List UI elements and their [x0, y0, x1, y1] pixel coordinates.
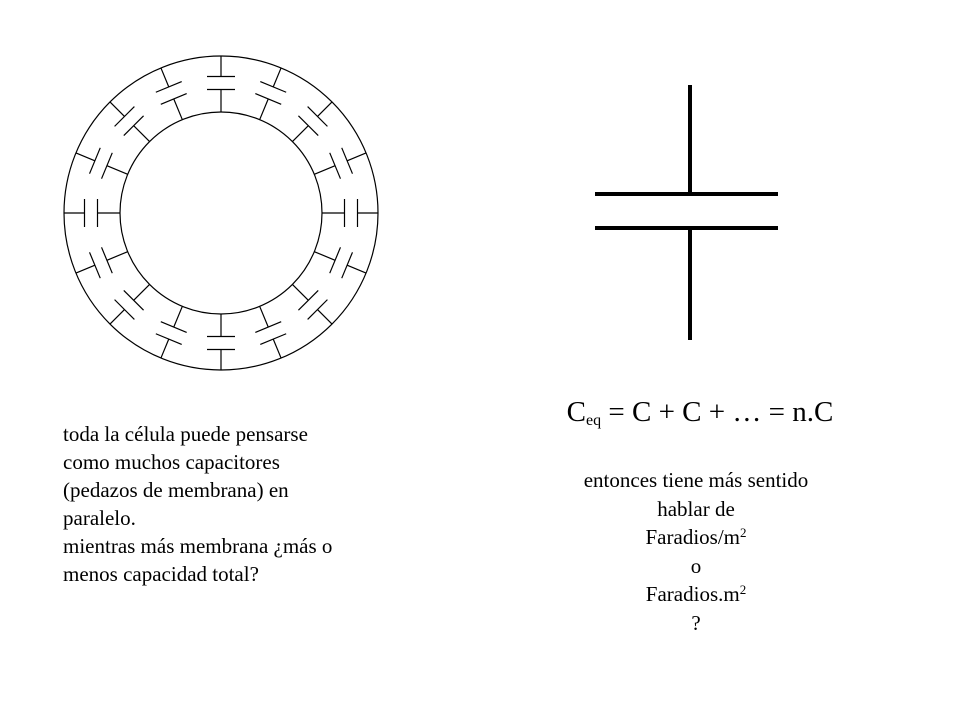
ring-capacitor-plate	[260, 82, 286, 93]
left-text-line: paralelo.	[63, 506, 136, 530]
equivalent-capacitance-formula	[520, 396, 880, 430]
ring-capacitor-lead	[347, 153, 366, 161]
ring-capacitor-plate	[156, 334, 182, 345]
unit-2-base: Faradios.m	[645, 582, 740, 606]
left-text-line: como muchos capacitores	[63, 450, 280, 474]
left-text-line: (pedazos de membrana) en	[63, 478, 289, 502]
ring-capacitors	[64, 56, 378, 370]
unit-option-2	[536, 580, 856, 609]
ring-capacitor-lead	[292, 126, 308, 142]
ring-capacitor-lead	[161, 339, 169, 358]
ring-capacitor-lead	[76, 265, 95, 273]
ring-capacitor-plate	[342, 148, 353, 174]
cell-capacitors-explanation	[63, 420, 443, 588]
connector-word: o	[690, 553, 702, 578]
membrane-ring-diagram	[0, 0, 460, 400]
ring-capacitor-lead	[76, 153, 95, 161]
unit-2-exponent: 2	[739, 582, 747, 597]
left-text-line: mientras más membrana ¿más o	[63, 534, 333, 558]
ring-capacitor-lead	[260, 306, 269, 327]
unit-1-exponent: 2	[740, 525, 747, 540]
ring-capacitor-lead	[347, 265, 366, 273]
ring-capacitor-plate	[161, 94, 187, 105]
ring-capacitor-plate	[161, 322, 187, 333]
right-text-line-2: hablar de	[657, 496, 735, 521]
left-text-line: menos capacidad total?	[63, 562, 259, 586]
ring-capacitor-lead	[161, 68, 169, 87]
ring-capacitor-lead	[314, 166, 335, 175]
capacitor-symbol	[560, 60, 820, 360]
ring-capacitor-lead	[314, 252, 335, 261]
ring-capacitor-lead	[134, 284, 150, 300]
ring-capacitor-plate	[156, 82, 182, 93]
inner-membrane-circle	[120, 112, 322, 314]
ring-capacitor-lead	[107, 252, 128, 261]
ring-capacitor-lead	[273, 339, 281, 358]
ring-capacitor-lead	[174, 306, 183, 327]
ring-capacitor-plate	[342, 252, 353, 278]
ring-capacitor-plate	[260, 334, 286, 345]
ring-capacitor-lead	[318, 310, 333, 325]
ring-capacitor-lead	[292, 284, 308, 300]
ring-capacitor-plate	[330, 153, 341, 179]
ring-capacitor-lead	[273, 68, 281, 87]
ring-capacitor-plate	[90, 252, 101, 278]
ring-capacitor-plate	[255, 322, 281, 333]
ring-capacitor-plate	[102, 247, 113, 273]
ring-capacitor-lead	[110, 310, 125, 325]
ring-capacitor-plate	[330, 247, 341, 273]
unit-option-1	[536, 523, 856, 552]
ring-capacitor-lead	[107, 166, 128, 175]
ring-capacitor-plate	[90, 148, 101, 174]
question-mark: ?	[691, 610, 701, 635]
units-question	[536, 466, 856, 637]
formula-rest: = C + C + … = n.C	[601, 396, 834, 428]
ring-capacitor-lead	[134, 126, 150, 142]
ring-capacitor-lead	[110, 102, 125, 117]
left-text-line: toda la célula puede pensarse	[63, 422, 308, 446]
formula-c: C	[566, 396, 587, 428]
ring-capacitor-plate	[102, 153, 113, 179]
formula-subscript: eq	[586, 412, 602, 429]
right-text-line-1: entonces tiene más sentido	[583, 468, 809, 492]
ring-capacitor-lead	[174, 99, 183, 120]
ring-capacitor-lead	[318, 102, 333, 117]
ring-capacitor-plate	[255, 94, 281, 105]
ring-capacitor-lead	[260, 99, 269, 120]
unit-1-base: Faradios/m	[645, 525, 740, 549]
